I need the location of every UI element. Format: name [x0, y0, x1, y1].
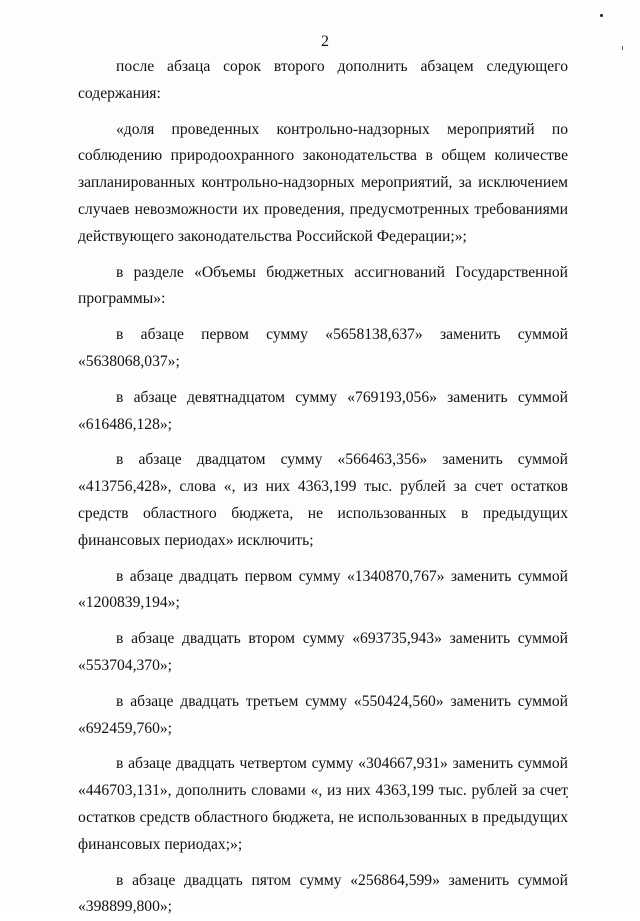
paragraph: в разделе «Объемы бюджетных ассигнований Государственной программы»: — [78, 263, 568, 308]
paragraph: в абзаце девятнадцатом сумму «769193,056» заменить суммой «616486,128»; — [78, 388, 568, 433]
paragraph: в абзаце первом сумму «5658138,637» заменить суммой «5638068,037»; — [78, 326, 568, 370]
scan-speck — [600, 14, 603, 17]
paragraph: в абзаце двадцать третьем сумму «550424,560» заменить суммой «692459,760»; — [78, 692, 568, 737]
paragraph: в абзаце двадцать первом сумму «1340870,767» заменить суммой «1200839,194»; — [78, 567, 568, 612]
document-body — [78, 54, 568, 921]
paragraph: в абзаце двадцатом сумму «566463,356» заменить суммой «413756,428», слова «, из них 4363,199 тыс. рублей за счет остатков средств областного бюджета, не использованных в предыдущих финансовых периодах» исключить; — [78, 451, 568, 549]
paragraph: после абзаца сорок второго дополнить абзацем следующего содержания: — [78, 58, 568, 102]
paragraph: в абзаце двадцать пятом сумму «256864,599» заменить суммой «398899,800»; — [78, 871, 568, 916]
paragraph: «доля проведенных контрольно-надзорных мероприятий по соблюдению природоохранного законодательства в общем количестве запланированных контрольно-надзорных мероприятий, за исключением случаев невозможности их проведения, предусмотренных требованиями действующего законодательства Российской Федерации;»; — [78, 120, 568, 245]
page-number: 2 — [321, 33, 329, 50]
paragraph: в абзаце двадцать четвертом сумму «304667,931» заменить суммой «446703,131», дополнить словами «, из них 4363,199 тыс. рублей за счет остатков средств областного бюджета, не использованных в предыдущих финансовых периодах;»; — [78, 755, 568, 853]
paragraph: в абзаце двадцать втором сумму «693735,943» заменить суммой «553704,370»; — [78, 630, 568, 674]
